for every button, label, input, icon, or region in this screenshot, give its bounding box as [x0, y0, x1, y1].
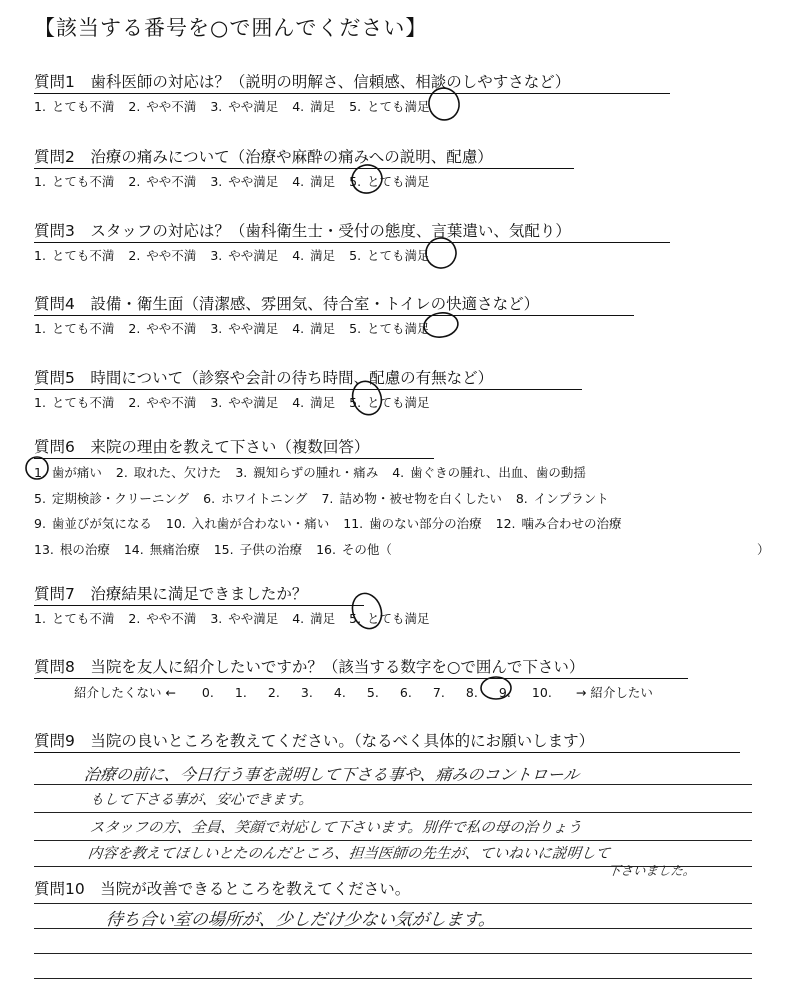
- q9-handwriting-1: 治療の前に、今日行う事を説明して下さる事や、痛みのコントロール: [82, 765, 581, 784]
- q2-opt-2[interactable]: 2. やや不満: [128, 174, 197, 189]
- q6-label: 質問6: [34, 438, 75, 456]
- q3-answer-circle: [423, 235, 460, 272]
- q10-handwriting-1: 待ち合い室の場所が、少しだけ少ない気がします。: [104, 910, 497, 930]
- q6-opt-8[interactable]: 8. インプラント: [515, 491, 609, 506]
- q8-text: 当院を友人に紹介したいですか？（該当する数字を○で囲んで下さい）: [90, 658, 585, 676]
- q6-opt-4[interactable]: 4. 歯ぐきの腫れ、出血、歯の動揺: [392, 465, 586, 480]
- q5-label: 質問5: [34, 369, 75, 387]
- q8-left-label: 紹介したくない ←: [74, 685, 176, 700]
- q1-answer-circle: [425, 85, 462, 124]
- q9-handwriting-3: スタッフの方、全員、笑顔で対応して下さいます。別件で私の母の治りょう: [89, 820, 583, 836]
- q9-handwriting-5: 下さいました。: [607, 863, 697, 878]
- q8-num-5[interactable]: 5.: [366, 685, 379, 700]
- q8-num-4[interactable]: 4.: [333, 685, 346, 700]
- q7-opt-4[interactable]: 4. 満足: [292, 611, 336, 626]
- q3-opt-3[interactable]: 3. やや満足: [210, 248, 279, 263]
- q10-label: 質問10: [34, 880, 85, 898]
- q8-right-label: → 紹介したい: [575, 685, 653, 700]
- q1-opt-1[interactable]: 1. とても不満: [34, 99, 115, 114]
- q10-text: 当院が改善できるところを教えてください。: [100, 880, 411, 898]
- q3-opt-4[interactable]: 4. 満足: [292, 248, 336, 263]
- q2-text: 治療の痛みについて（治療や麻酔の痛みへの説明、配慮）: [90, 148, 493, 166]
- q8-num-1[interactable]: 1.: [234, 685, 247, 700]
- q8-num-7[interactable]: 7.: [432, 685, 445, 700]
- q3-opt-1[interactable]: 1. とても不満: [34, 248, 115, 263]
- q5-answer-circle: [348, 377, 386, 419]
- q7-opt-2[interactable]: 2. やや不満: [128, 611, 197, 626]
- q9-handwriting-2: もして下さる事が、安心できます。: [89, 792, 314, 808]
- q1-label: 質問1: [34, 73, 75, 91]
- q1-opt-4[interactable]: 4. 満足: [292, 99, 336, 114]
- q4-text: 設備・衛生面（清潔感、雰囲気、待合室・トイレの快適さなど）: [90, 295, 540, 313]
- q4-answer-circle: [422, 311, 459, 339]
- q6-text: 来院の理由を教えて下さい（複数回答）: [90, 438, 370, 456]
- q9-label: 質問9: [34, 732, 75, 750]
- q2-answer-circle: [349, 162, 385, 197]
- q1-opt-2[interactable]: 2. やや不満: [128, 99, 197, 114]
- q4-label: 質問4: [34, 295, 75, 313]
- q5-opt-1[interactable]: 1. とても不満: [34, 395, 115, 410]
- q4-opt-2[interactable]: 2. やや不満: [128, 321, 197, 336]
- page-title: 【該当する番号を○で囲んでください】: [34, 16, 428, 40]
- q6-opt-1[interactable]: 1. 歯が痛い: [34, 465, 102, 480]
- q9-handwriting-4: 内容を教えてほしいとたのんだところ、担当医師の先生が、ていねいに説明して: [87, 846, 611, 862]
- q5-opt-3[interactable]: 3. やや満足: [210, 395, 279, 410]
- q6-other-close: ）: [757, 542, 770, 557]
- q6-opt-3[interactable]: 3. 親知らずの腫れ・痛み: [235, 465, 379, 480]
- q5-opt-4[interactable]: 4. 満足: [292, 395, 336, 410]
- q3-opt-2[interactable]: 2. やや不満: [128, 248, 197, 263]
- q4-opt-3[interactable]: 3. やや満足: [210, 321, 279, 336]
- q4-opt-4[interactable]: 4. 満足: [292, 321, 336, 336]
- q8-num-6[interactable]: 6.: [399, 685, 412, 700]
- q3-label: 質問3: [34, 222, 75, 240]
- q5-opt-5[interactable]: 5. とても満足: [349, 395, 430, 410]
- q8-num-9[interactable]: 9.: [498, 685, 511, 700]
- q6-opt-10[interactable]: 10. 入れ歯が合わない・痛い: [165, 516, 330, 531]
- q6-opt-13[interactable]: 13. 根の治療: [34, 542, 110, 557]
- q6-opt-11[interactable]: 11. 歯のない部分の治療: [343, 516, 482, 531]
- q8-num-0[interactable]: 0.: [201, 685, 214, 700]
- q2-opt-4[interactable]: 4. 満足: [292, 174, 336, 189]
- q7-opt-3[interactable]: 3. やや満足: [210, 611, 279, 626]
- q2-opt-3[interactable]: 3. やや満足: [210, 174, 279, 189]
- q6-opt-9[interactable]: 9. 歯並びが気になる: [34, 516, 152, 531]
- q7-answer-circle: [348, 589, 387, 632]
- q8-num-8[interactable]: 8.: [465, 685, 478, 700]
- q5-opt-2[interactable]: 2. やや不満: [128, 395, 197, 410]
- q2-opt-1[interactable]: 1. とても不満: [34, 174, 115, 189]
- q1-opt-5[interactable]: 5. とても満足: [349, 99, 430, 114]
- q6-opt-16[interactable]: 16. その他（: [316, 542, 392, 557]
- q7-opt-1[interactable]: 1. とても不満: [34, 611, 115, 626]
- q6-opt-2[interactable]: 2. 取れた、欠けた: [115, 465, 222, 480]
- q8-num-3[interactable]: 3.: [300, 685, 313, 700]
- q6-opt-5[interactable]: 5. 定期検診・クリーニング: [34, 491, 190, 506]
- q6-opt-15[interactable]: 15. 子供の治療: [213, 542, 303, 557]
- q6-answer-circle: [26, 457, 48, 479]
- q1-opt-3[interactable]: 3. やや満足: [210, 99, 279, 114]
- q8-num-10[interactable]: 10.: [531, 685, 552, 700]
- q6-opt-7[interactable]: 7. 詰め物・被せ物を白くしたい: [321, 491, 502, 506]
- q4-opt-1[interactable]: 1. とても不満: [34, 321, 115, 336]
- q4-opt-5[interactable]: 5. とても満足: [349, 321, 430, 336]
- q7-label: 質問7: [34, 585, 75, 603]
- q3-opt-5[interactable]: 5. とても満足: [349, 248, 430, 263]
- q7-text: 治療結果に満足できましたか？: [90, 585, 308, 603]
- q5-text: 時間について（診察や会計の待ち時間、配慮の有無など）: [90, 369, 494, 387]
- q3-text: スタッフの対応は？（歯科衛生士・受付の態度、言葉遣い、気配り）: [90, 222, 571, 240]
- q6-opt-14[interactable]: 14. 無痛治療: [123, 542, 200, 557]
- q6-opt-12[interactable]: 12. 噛み合わせの治療: [495, 516, 622, 531]
- q7-opt-5[interactable]: 5. とても満足: [349, 611, 430, 626]
- q8-num-2[interactable]: 2.: [267, 685, 280, 700]
- q2-opt-5[interactable]: 5. とても満足: [349, 174, 430, 189]
- q8-label: 質問8: [34, 658, 75, 676]
- q6-opt-6[interactable]: 6. ホワイトニング: [203, 491, 308, 506]
- q9-text: 当院の良いところを教えてください。（なるべく具体的にお願いします）: [90, 732, 595, 750]
- q8-answer-circle: [481, 677, 511, 699]
- q1-text: 歯科医師の対応は？（説明の明解さ、信頼感、相談のしやすさなど）: [90, 73, 571, 91]
- q2-label: 質問2: [34, 148, 75, 166]
